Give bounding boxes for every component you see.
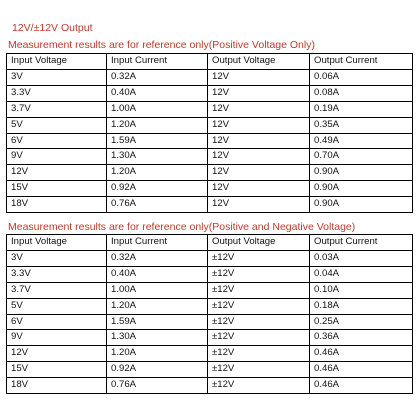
cell-input-current: 0.32A xyxy=(107,69,208,85)
table-row xyxy=(7,346,413,362)
cell-input-current: 1.20A xyxy=(107,117,208,133)
table-row xyxy=(7,378,413,394)
table-row xyxy=(7,266,413,282)
cell-output-current: 0.35A xyxy=(310,117,413,133)
cell-input-current: 1.30A xyxy=(107,330,208,346)
cell-input-voltage: 3.7V xyxy=(7,101,107,117)
cell-output-voltage: 12V xyxy=(208,149,310,165)
cell-output-voltage: ±12V xyxy=(208,362,310,378)
cell-output-current: 0.49A xyxy=(310,133,413,149)
cell-input-current: 1.30A xyxy=(107,149,208,165)
table-row xyxy=(7,314,413,330)
table-row xyxy=(7,149,413,165)
cell-input-current: 0.40A xyxy=(107,85,208,101)
table-2-caption: Measurement results are for reference only(Positive and Negative Voltage) xyxy=(8,221,356,233)
cell-input-voltage: 18V xyxy=(7,197,107,213)
cell-input-voltage: 5V xyxy=(7,298,107,314)
cell-output-current: 0.06A xyxy=(310,69,413,85)
table-row xyxy=(7,85,413,101)
cell-output-voltage: ±12V xyxy=(208,250,310,266)
table-row xyxy=(7,298,413,314)
cell-output-current: 0.90A xyxy=(310,197,413,213)
cell-input-voltage: 3.7V xyxy=(7,282,107,298)
cell-output-voltage: ±12V xyxy=(208,314,310,330)
header-row xyxy=(7,235,413,251)
cell-input-voltage: 15V xyxy=(7,362,107,378)
cell-input-current: 0.92A xyxy=(107,181,208,197)
cell-output-voltage: ±12V xyxy=(208,378,310,394)
table-row xyxy=(7,165,413,181)
cell-output-current: 0.10A xyxy=(310,282,413,298)
cell-output-current: 0.46A xyxy=(310,346,413,362)
cell-input-current: 0.76A xyxy=(107,378,208,394)
cell-output-current: 0.90A xyxy=(310,181,413,197)
table-row xyxy=(7,101,413,117)
table-row xyxy=(7,197,413,213)
cell-output-current: 0.70A xyxy=(310,149,413,165)
header-output-voltage: Output Voltage xyxy=(208,235,310,251)
cell-input-voltage: 6V xyxy=(7,133,107,149)
cell-output-current: 0.19A xyxy=(310,101,413,117)
cell-input-voltage: 3.3V xyxy=(7,85,107,101)
cell-output-voltage: 12V xyxy=(208,69,310,85)
cell-output-current: 0.03A xyxy=(310,250,413,266)
page-title: 12V/±12V Output xyxy=(12,22,93,34)
cell-output-voltage: 12V xyxy=(208,197,310,213)
cell-input-voltage: 12V xyxy=(7,165,107,181)
cell-output-current: 0.04A xyxy=(310,266,413,282)
cell-input-current: 1.59A xyxy=(107,133,208,149)
cell-input-voltage: 12V xyxy=(7,346,107,362)
cell-output-current: 0.36A xyxy=(310,330,413,346)
cell-output-voltage: 12V xyxy=(208,133,310,149)
cell-output-voltage: ±12V xyxy=(208,330,310,346)
header-input-voltage: Input Voltage xyxy=(7,54,107,70)
cell-input-current: 1.00A xyxy=(107,101,208,117)
cell-output-current: 0.08A xyxy=(310,85,413,101)
header-input-current: Input Current xyxy=(107,54,208,70)
cell-output-voltage: ±12V xyxy=(208,298,310,314)
cell-input-voltage: 5V xyxy=(7,117,107,133)
positive-voltage-table xyxy=(6,53,413,213)
table-row xyxy=(7,69,413,85)
table-row xyxy=(7,181,413,197)
cell-input-voltage: 9V xyxy=(7,149,107,165)
cell-input-voltage: 15V xyxy=(7,181,107,197)
cell-output-voltage: ±12V xyxy=(208,266,310,282)
cell-output-current: 0.46A xyxy=(310,362,413,378)
cell-input-current: 0.32A xyxy=(107,250,208,266)
cell-output-voltage: 12V xyxy=(208,101,310,117)
cell-input-voltage: 9V xyxy=(7,330,107,346)
table-row xyxy=(7,330,413,346)
cell-output-voltage: ±12V xyxy=(208,346,310,362)
cell-input-current: 0.92A xyxy=(107,362,208,378)
cell-output-voltage: 12V xyxy=(208,181,310,197)
cell-output-voltage: 12V xyxy=(208,165,310,181)
table-1-caption: Measurement results are for reference only(Positive Voltage Only) xyxy=(8,39,315,51)
cell-input-voltage: 3V xyxy=(7,69,107,85)
cell-input-current: 1.20A xyxy=(107,346,208,362)
cell-output-current: 0.18A xyxy=(310,298,413,314)
cell-input-current: 0.40A xyxy=(107,266,208,282)
table-row xyxy=(7,250,413,266)
positive-negative-voltage-table xyxy=(6,234,413,394)
cell-input-current: 1.00A xyxy=(107,282,208,298)
cell-input-voltage: 3V xyxy=(7,250,107,266)
table-row xyxy=(7,133,413,149)
cell-input-voltage: 6V xyxy=(7,314,107,330)
cell-input-current: 1.59A xyxy=(107,314,208,330)
cell-input-current: 1.20A xyxy=(107,298,208,314)
header-output-voltage: Output Voltage xyxy=(208,54,310,70)
header-output-current: Output Current xyxy=(310,235,413,251)
cell-output-voltage: 12V xyxy=(208,85,310,101)
cell-output-current: 0.90A xyxy=(310,165,413,181)
cell-output-current: 0.25A xyxy=(310,314,413,330)
cell-input-voltage: 18V xyxy=(7,378,107,394)
cell-input-voltage: 3.3V xyxy=(7,266,107,282)
table-row xyxy=(7,282,413,298)
table-row xyxy=(7,362,413,378)
header-row xyxy=(7,54,413,70)
cell-output-current: 0.46A xyxy=(310,378,413,394)
table-row xyxy=(7,117,413,133)
header-input-voltage: Input Voltage xyxy=(7,235,107,251)
cell-output-voltage: 12V xyxy=(208,117,310,133)
cell-input-current: 1.20A xyxy=(107,165,208,181)
cell-input-current: 0.76A xyxy=(107,197,208,213)
cell-output-voltage: ±12V xyxy=(208,282,310,298)
header-output-current: Output Current xyxy=(310,54,413,70)
header-input-current: Input Current xyxy=(107,235,208,251)
